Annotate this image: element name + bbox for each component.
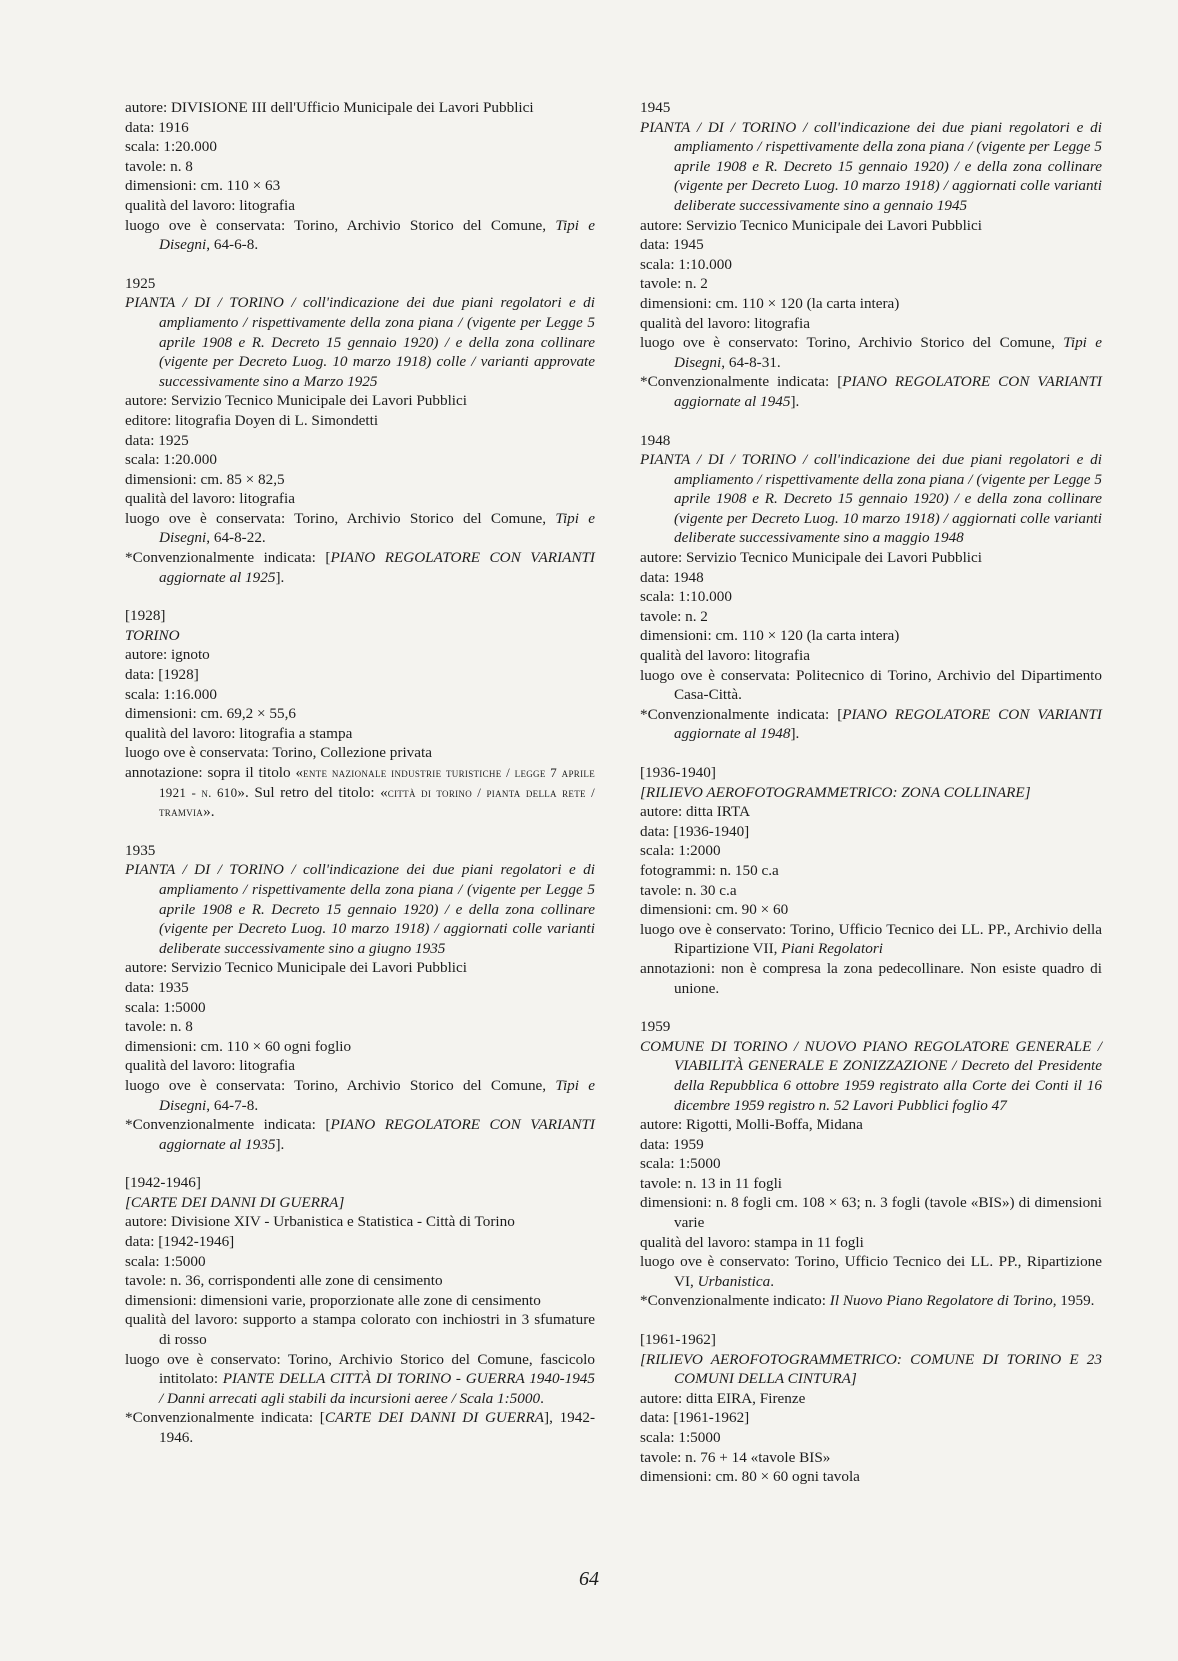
right-column — [640, 98, 1102, 1506]
location-collection: Tipi e Disegni — [159, 216, 595, 254]
entry-annotation: annotazioni: non è compresa la zona pedecollinare. Non esiste quadro di unione. — [640, 959, 1102, 997]
entry-field: autore: Servizio Tecnico Municipale dei Lavori Pubblici — [125, 392, 467, 410]
entry-location — [125, 1076, 595, 1115]
conventional-suffix: ]. — [275, 568, 285, 586]
entry-year: [1936-1940] — [640, 764, 716, 781]
entry-field: data: 1925 — [125, 431, 189, 449]
entry-field: autore: Servizio Tecnico Municipale dei Lavori Pubblici — [640, 216, 982, 234]
entry-title: [RILIEVO AEROFOTOGRAMMETRICO: ZONA COLLINARE] — [640, 783, 1031, 801]
location-ref: , 64-8-31. — [721, 353, 781, 371]
catalog-entry — [640, 763, 1102, 998]
entry-title: [CARTE DEI DANNI DI GUERRA] — [125, 1193, 345, 1211]
conventional-name: PIANO REGOLATORE CON VARIANTI aggiornate al 1935 — [159, 1116, 595, 1153]
conventional-label: *Convenzionalmente indicata: [ — [125, 1409, 325, 1427]
entry-location — [640, 333, 1102, 372]
entry-title: PIANTA / DI / TORINO / coll'indicazione dei due piani regolatori e di ampliamento / rispettivamente della zona piana / (vigente per Legge 5 aprile 1908 e R. Decreto 15 gennaio 1920) / e della zona collinare (vigente per Decreto Luog. 10 marzo 1918) colle / varianti approvate successivamente sino a Marzo 1925 — [125, 294, 595, 390]
entry-conventional-title — [125, 548, 595, 587]
entry-field: qualità del lavoro: litografia — [125, 1057, 295, 1075]
entry-field: scala: 1:20.000 — [125, 451, 217, 469]
catalog-entry — [640, 1017, 1102, 1311]
entry-field: dimensioni: cm. 90 × 60 — [640, 901, 789, 919]
location-text: luogo ove è conservata: Torino, Archivio Storico del Comune, — [125, 509, 556, 527]
entry-field: scala: 1:10.000 — [640, 588, 732, 606]
entry-field: autore: Rigotti, Molli-Boffa, Midana — [640, 1116, 863, 1134]
page-number: 64 — [579, 1568, 599, 1590]
entry-field: tavole: n. 36, corrispondenti alle zone di censimento — [125, 1272, 443, 1290]
location-collection: Tipi e Disegni — [674, 334, 1103, 371]
entry-field: data: 1948 — [640, 568, 704, 586]
catalog-entry — [640, 98, 1102, 412]
conventional-name: CARTE DEI DANNI DI GUERRA — [324, 1409, 545, 1427]
location-collection: Tipi e Disegni — [159, 1076, 595, 1114]
entry-location — [640, 920, 1102, 959]
entry-field: qualità del lavoro: litografia — [125, 490, 295, 508]
annotation-quote: città di torino / pianta della rete / tramvia — [159, 784, 595, 820]
entry-field: data: 1959 — [640, 1135, 704, 1153]
location-ref: , 64-6-8. — [206, 236, 259, 254]
entry-field: data: [1961-1962] — [640, 1409, 750, 1427]
entry-field: tavole: n. 2 — [640, 607, 708, 625]
entry-field: dimensioni: cm. 110 × 60 ogni foglio — [125, 1037, 352, 1055]
location-collection: PIANTE DELLA CITTÀ DI TORINO - GUERRA 1940-1945 / Danni arrecati agli stabili da incursioni aeree / Scala 1:5000 — [159, 1370, 595, 1407]
entry-field: autore: DIVISIONE III dell'Ufficio Municipale dei Lavori Pubblici — [125, 99, 534, 116]
entry-field: tavole: n. 13 in 11 fogli — [640, 1174, 783, 1192]
entry-field: tavole: n. 8 — [125, 157, 193, 175]
conventional-name: PIANO REGOLATORE CON VARIANTI aggiornate al 1925 — [159, 549, 595, 586]
entry-field: data: 1935 — [125, 978, 189, 996]
entry-field: qualità del lavoro: litografia — [640, 314, 810, 332]
entry-field: qualità del lavoro: litografia a stampa — [125, 724, 353, 742]
entry-field: fotogrammi: n. 150 c.a — [640, 861, 779, 879]
conventional-name: PIANO REGOLATORE CON VARIANTI aggiornate al 1945 — [674, 373, 1102, 410]
entry-field: dimensioni: cm. 110 × 120 (la carta intera) — [640, 627, 900, 645]
entry-field: tavole: n. 8 — [125, 1018, 193, 1036]
entry-title: PIANTA / DI / TORINO / coll'indicazione dei due piani regolatori e di ampliamento / rispettivamente della zona piana / (vigente per Legge 5 aprile 1908 e R. Decreto 15 gennaio 1920) / e della zona collinare (vigente per Decreto Luog. 10 marzo 1918) / aggiornati colle varianti deliberate successivamente sino a giugno 1935 — [125, 861, 595, 957]
conventional-suffix: , 1959. — [1052, 1292, 1095, 1310]
entry-year: 1925 — [125, 274, 156, 292]
conventional-label: *Convenzionalmente indicata: [ — [640, 373, 843, 391]
entry-field: dimensioni: cm. 85 × 82,5 — [125, 470, 285, 488]
location-ref: , 64-8-22. — [206, 529, 266, 547]
entry-field: qualità del lavoro: supporto a stampa colorato con inchiostri in 3 sfumature di rosso — [125, 1311, 595, 1349]
entry-field: data: [1942-1946] — [125, 1233, 235, 1251]
entry-field: scala: 1:5000 — [125, 1252, 206, 1270]
entry-field: autore: Divisione XIV - Urbanistica e Statistica - Città di Torino — [125, 1213, 515, 1231]
entry-annotation — [125, 763, 595, 822]
left-column — [125, 98, 595, 1467]
entry-field: tavole: n. 30 c.a — [640, 881, 737, 899]
entry-year: [1928] — [125, 607, 166, 625]
entry-location — [125, 1350, 595, 1409]
location-text: luogo ove è conservata: Torino, Archivio Storico del Comune, — [125, 1076, 556, 1094]
entry-field: qualità del lavoro: litografia — [640, 647, 810, 665]
entry-field: dimensioni: cm. 110 × 63 — [125, 177, 281, 195]
entry-field: scala: 1:5000 — [640, 1155, 721, 1173]
conventional-suffix: ]. — [790, 392, 800, 410]
entry-field: editore: litografia Doyen di L. Simondetti — [125, 411, 379, 429]
entry-field: tavole: n. 76 + 14 «tavole BIS» — [640, 1448, 831, 1466]
location-collection: Urbanistica — [697, 1272, 771, 1290]
entry-title: TORINO — [125, 626, 180, 644]
entry-field: autore: ditta EIRA, Firenze — [640, 1389, 806, 1407]
entry-field: data: 1916 — [125, 118, 189, 136]
location-collection: Tipi e Disegni — [159, 509, 595, 547]
entry-conventional-title — [125, 1115, 595, 1154]
entry-field: dimensioni: cm. 69,2 × 55,6 — [125, 705, 296, 723]
entry-field: dimensioni: n. 8 fogli cm. 108 × 63; n. 3 fogli (tavole «BIS») di dimensioni varie — [640, 1194, 1102, 1232]
entry-field: dimensioni: cm. 110 × 120 (la carta intera) — [640, 294, 900, 312]
entry-year: 1959 — [640, 1018, 671, 1036]
annotation-text: ». Sul retro del titolo: « — [237, 783, 388, 801]
entry-field: luogo ove è conservata: Politecnico di Torino, Archivio del Dipartimento Casa-Città. — [640, 666, 1102, 704]
location-text: luogo ove è conservato: Torino, Ufficio Tecnico dei LL. PP., Ripartizione VI, — [640, 1253, 1102, 1290]
entry-title: PIANTA / DI / TORINO / coll'indicazione dei due piani regolatori e di ampliamento / rispettivamente della zona piana / (vigente per Legge 5 aprile 1908 e R. Decreto 15 gennaio 1920) / e della zona collinare (vigente per Decreto Luog. 10 marzo 1918) / aggiornati colle varianti deliberate successivamente sino a gennaio 1945 — [640, 118, 1102, 214]
entry-title: PIANTA / DI / TORINO / coll'indicazione dei due piani regolatori e di ampliamento / rispettivamente della zona piana / (vigente per Legge 5 aprile 1908 e R. Decreto 15 gennaio 1920) / e della zona collinare (vigente per Decreto Luog. 10 marzo 1918) / aggiornati colle varianti deliberate successivamente sino a maggio 1948 — [640, 451, 1102, 547]
catalog-entry — [125, 274, 595, 588]
entry-field: qualità del lavoro: stampa in 11 fogli — [640, 1233, 864, 1251]
entry-field: autore: Servizio Tecnico Municipale dei Lavori Pubblici — [125, 959, 467, 977]
entry-conventional-title — [640, 705, 1102, 744]
conventional-suffix: ]. — [275, 1135, 285, 1153]
entry-conventional-title — [640, 1291, 1102, 1311]
annotation-text: ». — [203, 803, 215, 821]
entry-title: COMUNE DI TORINO / NUOVO PIANO REGOLATORE GENERALE / VIABILITÀ GENERALE E ZONIZZAZIONE / Decreto del Presidente della Repubblica 6 ottobre 1959 registrato alla Corte dei Conti il 16 dicembre 1959 registro n. 52 Lavori Pubblici foglio 47 — [640, 1037, 1102, 1114]
entry-field: data: [1936-1940] — [640, 822, 750, 840]
conventional-suffix: ]. — [790, 725, 800, 743]
entry-title: [RILIEVO AEROFOTOGRAMMETRICO: COMUNE DI TORINO E 23 COMUNI DELLA CINTURA] — [640, 1350, 1102, 1388]
entry-year: 1948 — [640, 431, 671, 449]
entry-field: scala: 1:5000 — [125, 998, 206, 1016]
location-text: luogo ove è conservato: Torino, Archivio Storico del Comune, fascicolo intitolato: — [125, 1350, 595, 1388]
entry-field: autore: Servizio Tecnico Municipale dei Lavori Pubblici — [640, 549, 982, 567]
entry-field: dimensioni: cm. 80 × 60 ogni tavola — [640, 1468, 860, 1486]
catalog-entry — [640, 1330, 1102, 1487]
annotation-quote: ente nazionale industrie turistiche / legge 7 aprile 1921 - n. 610 — [159, 765, 595, 800]
entry-field: scala: 1:20.000 — [125, 138, 217, 156]
conventional-label: *Convenzionalmente indicata: [ — [125, 1116, 331, 1134]
entry-year: 1935 — [125, 841, 156, 859]
entry-conventional-title — [640, 372, 1102, 411]
location-text: luogo ove è conservato: Torino, Ufficio Tecnico dei LL. PP., Archivio della Ripartizione VII, — [640, 920, 1102, 958]
conventional-suffix: ], 1942-1946. — [159, 1409, 596, 1446]
entry-field: luogo ove è conservata: Torino, Collezione privata — [125, 744, 432, 762]
entry-field: scala: 1:5000 — [640, 1429, 721, 1446]
entry-year: [1961-1962] — [640, 1331, 716, 1349]
entry-location — [125, 509, 595, 548]
entry-field: scala: 1:10.000 — [640, 255, 732, 273]
location-collection: Piani Regolatori — [781, 940, 883, 958]
entry-field: autore: ditta IRTA — [640, 803, 751, 821]
entry-field: tavole: n. 2 — [640, 275, 708, 293]
location-text: luogo ove è conservata: Torino, Archivio Storico del Comune, — [125, 216, 556, 234]
location-ref: , 64-7-8. — [206, 1096, 259, 1114]
entry-location — [125, 216, 595, 255]
catalog-entry — [125, 1173, 595, 1447]
entry-field: qualità del lavoro: litografia — [125, 196, 295, 214]
entry-year: 1945 — [640, 99, 671, 116]
entry-field: dimensioni: dimensioni varie, proporzionate alle zone di censimento — [125, 1291, 541, 1309]
location-ref: . — [770, 1272, 774, 1290]
entry-location — [640, 1252, 1102, 1291]
conventional-label: *Convenzionalmente indicato: — [640, 1292, 830, 1310]
entry-field: data: [1928] — [125, 666, 199, 684]
catalog-entry — [640, 431, 1102, 745]
conventional-label: *Convenzionalmente indicata: [ — [125, 549, 331, 567]
annotation-text: annotazione: sopra il titolo « — [125, 764, 304, 781]
conventional-label: *Convenzionalmente indicata: [ — [640, 705, 843, 723]
catalog-entry — [125, 98, 595, 255]
entry-field: data: 1945 — [640, 236, 704, 254]
conventional-name: PIANO REGOLATORE CON VARIANTI aggiornate al 1948 — [674, 705, 1102, 743]
catalog-entry — [125, 606, 595, 822]
entry-field: scala: 1:16.000 — [125, 685, 217, 703]
entry-year: [1942-1946] — [125, 1174, 201, 1192]
catalog-entry — [125, 841, 595, 1155]
entry-conventional-title — [125, 1408, 595, 1447]
entry-field: autore: ignoto — [125, 646, 210, 664]
location-ref: . — [540, 1389, 544, 1407]
entry-field: scala: 1:2000 — [640, 842, 721, 860]
conventional-name: Il Nuovo Piano Regolatore di Torino — [829, 1292, 1053, 1310]
location-text: luogo ove è conservato: Torino, Archivio Storico del Comune, — [640, 334, 1064, 352]
